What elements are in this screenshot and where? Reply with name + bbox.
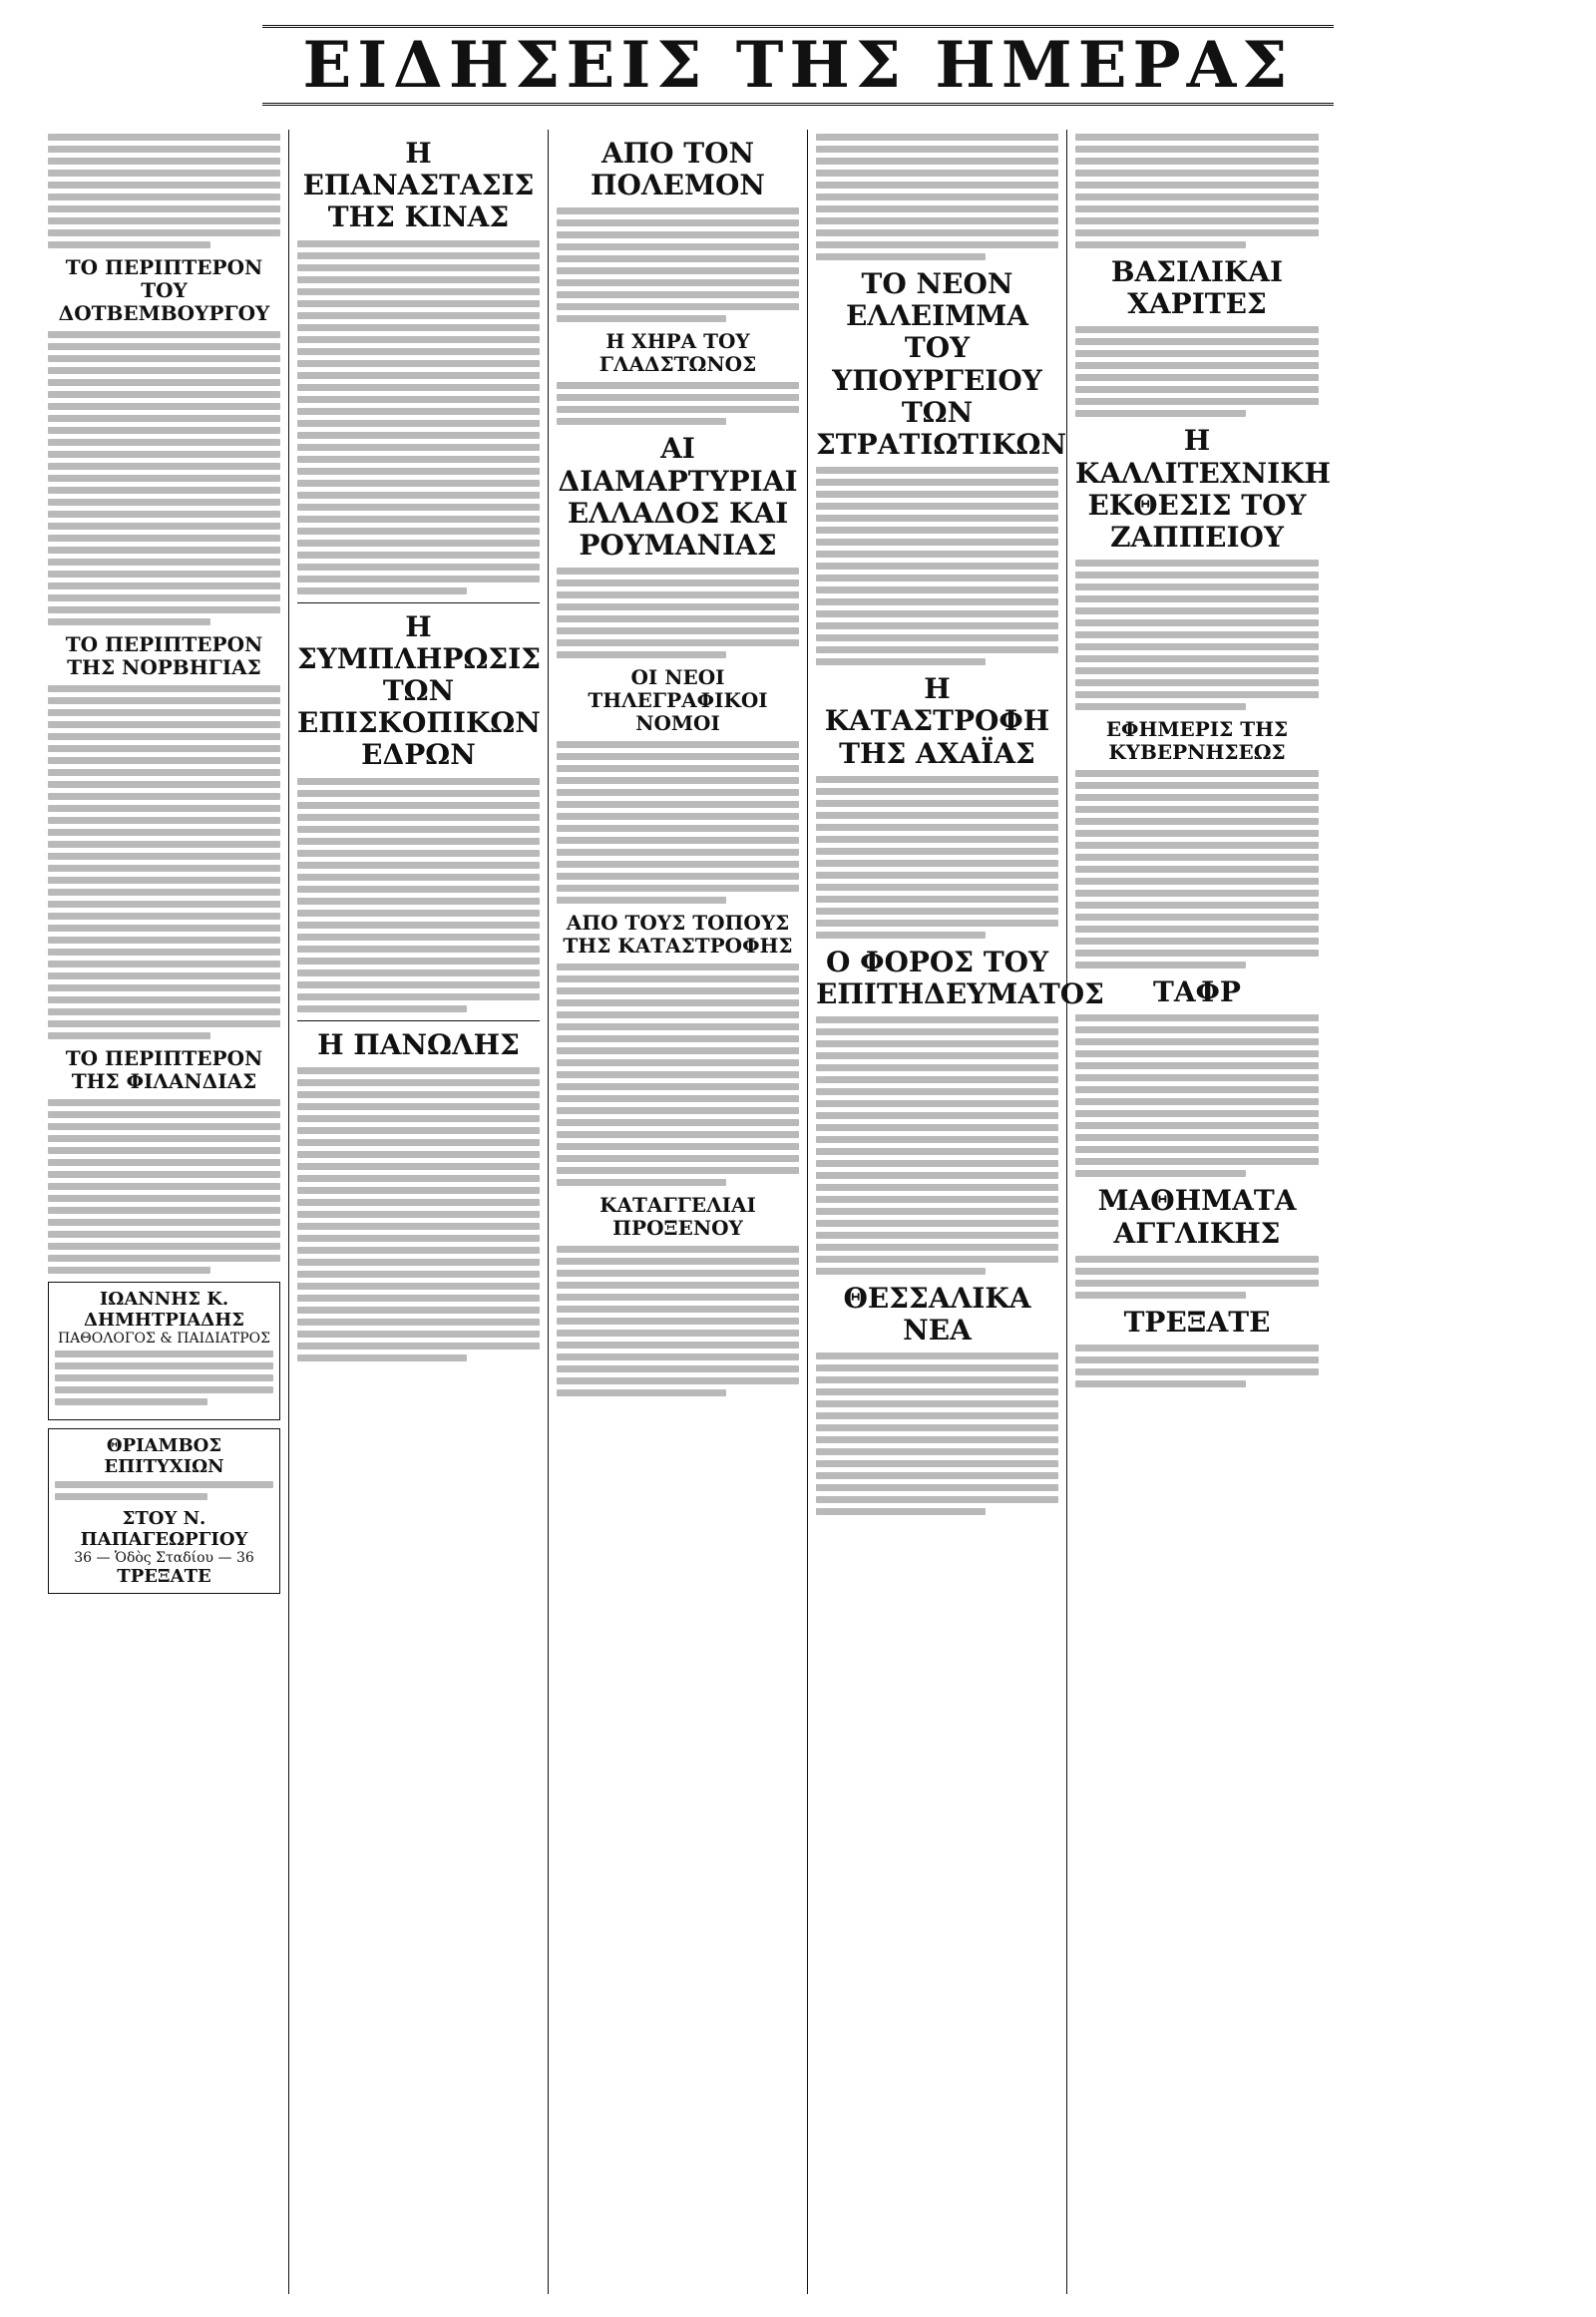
column-5: [1067, 130, 1331, 2294]
body-text-placeholder: [1075, 770, 1319, 968]
body-text-placeholder: [1075, 1345, 1319, 1387]
body-text-placeholder: [816, 1352, 1058, 1515]
body-text-placeholder: [816, 134, 1058, 260]
doctor-notice: [48, 1282, 280, 1420]
heading: ΚΑΤΑΓΓΕΛΙΑΙ ΠΡΟΞΕΝΟΥ: [599, 1193, 756, 1241]
heading: ΑΠΟ ΤΟΥΣ ΤΟΠΟΥΣ ΤΗΣ ΚΑΤΑΣΤΡΟΦΗΣ: [563, 911, 793, 959]
heading: Η ΠΑΝΩΛΗΣ: [317, 1027, 520, 1061]
column-1: [40, 130, 289, 2294]
body-text-placeholder: [816, 467, 1058, 665]
body-text-placeholder: [297, 240, 540, 594]
masthead-title: ΕΙΔΗΣΕΙΣ ΤΗΣ ΗΜΕΡΑΣ: [262, 25, 1333, 106]
body-text-placeholder: [816, 776, 1058, 939]
body-text-placeholder: [1075, 560, 1319, 710]
heading: ΤΟ ΠΕΡΙΠΤΕΡΟΝ ΤΟΥ ΔΟΤΒΕΜΒΟΥΡΓΟΥ: [58, 255, 270, 325]
columns: [40, 130, 1556, 2294]
body-text-placeholder: [48, 134, 280, 248]
body-text-placeholder: [557, 964, 799, 1186]
heading: ΜΑΘΗΜΑΤΑ ΑΓΓΛΙΚΗΣ: [1097, 1184, 1297, 1250]
heading: Η ΧΗΡΑ ΤΟΥ ΓΛΑΔΣΤΩΝΟΣ: [598, 329, 757, 377]
heading: ΘΕΣΣΑΛΙΚΑ ΝΕΑ: [843, 1282, 1031, 1348]
body-text-placeholder: [557, 1246, 799, 1396]
triumph-cta: ΤΡΕΞΑΤΕ: [117, 1566, 211, 1587]
body-text-placeholder: [1075, 134, 1319, 248]
column-2: [289, 130, 549, 2294]
doctor-name: ΙΩΑΝΝΗΣ Κ. ΔΗΜΗΤΡΙΑΔΗΣ: [84, 1289, 244, 1331]
masthead: [40, 20, 1556, 110]
triumph-title: ΘΡΙΑΜΒΟΣ ΕΠΙΤΥΧΙΩΝ: [104, 1435, 224, 1477]
body-text-placeholder: [816, 1016, 1058, 1275]
body-text-placeholder: [1075, 1014, 1319, 1177]
triumph-address: 36 — Ὁδὸς Σταδίου — 36: [74, 1550, 254, 1566]
body-text-placeholder: [557, 568, 799, 658]
body-text-placeholder: [55, 1351, 273, 1405]
heading: Η ΚΑΛΛΙΤΕΧΝΙΚΗ ΕΚΘΕΣΙΣ ΤΟΥ ΖΑΠΠΕΙΟΥ: [1075, 424, 1331, 554]
heading: Η ΚΑΤΑΣΤΡΟΦΗ ΤΗΣ ΑΧΑΪΑΣ: [824, 672, 1050, 770]
heading: Η ΣΥΜΠΛΗΡΩΣΙΣ ΤΩΝ ΕΠΙΣΚΟΠΙΚΩΝ ΕΔΡΩΝ: [297, 609, 542, 772]
heading: ΤΟ ΠΕΡΙΠΤΕΡΟΝ ΤΗΣ ΦΙΛΑΝΔΙΑΣ: [65, 1046, 263, 1093]
body-text-placeholder: [297, 1067, 540, 1361]
heading: Ο ΦΟΡΟΣ ΤΟΥ ΕΠΙΤΗΔΕΥΜΑΤΟΣ: [816, 945, 1104, 1010]
body-text-placeholder: [48, 331, 280, 625]
body-text-placeholder: [1075, 1256, 1319, 1299]
body-text-placeholder: [48, 685, 280, 1039]
triumph-shop: ΣΤΟΥ Ν. ΠΑΠΑΓΕΩΡΓΙΟΥ: [80, 1508, 248, 1550]
body-text-placeholder: [557, 207, 799, 322]
heading: ΤΡΕΞΑΤΕ: [1123, 1305, 1271, 1339]
heading: ΟΙ ΝΕΟΙ ΤΗΛΕΓΡΑΦΙΚΟΙ ΝΟΜΟΙ: [588, 665, 768, 736]
heading: ΤΑΦΡ: [1152, 975, 1241, 1009]
body-text-placeholder: [297, 778, 540, 1012]
heading: ΤΟ ΠΕΡΙΠΤΕΡΟΝ ΤΗΣ ΝΟΡΒΗΓΙΑΣ: [65, 632, 263, 679]
heading: ΕΦΗΜΕΡΙΣ ΤΗΣ ΚΥΒΕΡΝΗΣΕΩΣ: [1105, 717, 1289, 765]
body-text-placeholder: [1075, 326, 1319, 417]
newspaper-page: [40, 20, 1556, 2297]
body-text-placeholder: [557, 741, 799, 904]
column-4: [808, 130, 1104, 2294]
body-text-placeholder: [48, 1099, 280, 1274]
heading: ΑΙ ΔΙΑΜΑΡΤΥΡΙΑΙ ΕΛΛΑΔΟΣ ΚΑΙ ΡΟΥΜΑΝΙΑΣ: [558, 432, 798, 562]
heading: ΒΑΣΙΛΙΚΑΙ ΧΑΡΙΤΕΣ: [1110, 255, 1284, 321]
doctor-title: ΠΑΘΟΛΟΓΟΣ & ΠΑΙΔΙΑΤΡΟΣ: [57, 1331, 271, 1347]
body-text-placeholder: [55, 1481, 273, 1500]
heading: Η ΕΠΑΝΑΣΤΑΣΙΣ ΤΗΣ ΚΙΝΑΣ: [302, 137, 535, 234]
body-text-placeholder: [557, 382, 799, 425]
heading: ΑΠΟ ΤΟΝ ΠΟΛΕΜΟΝ: [591, 137, 765, 202]
column-3: [549, 130, 808, 2294]
heading: ΤΟ ΝΕΟΝ ΕΛΛΕΙΜΜΑ ΤΟΥ ΥΠΟΥΡΓΕΙΟΥ ΤΩΝ ΣΤΡΑΤΙΩΤΙΚΩΝ: [816, 267, 1067, 461]
triumph-notice: [48, 1428, 280, 1594]
